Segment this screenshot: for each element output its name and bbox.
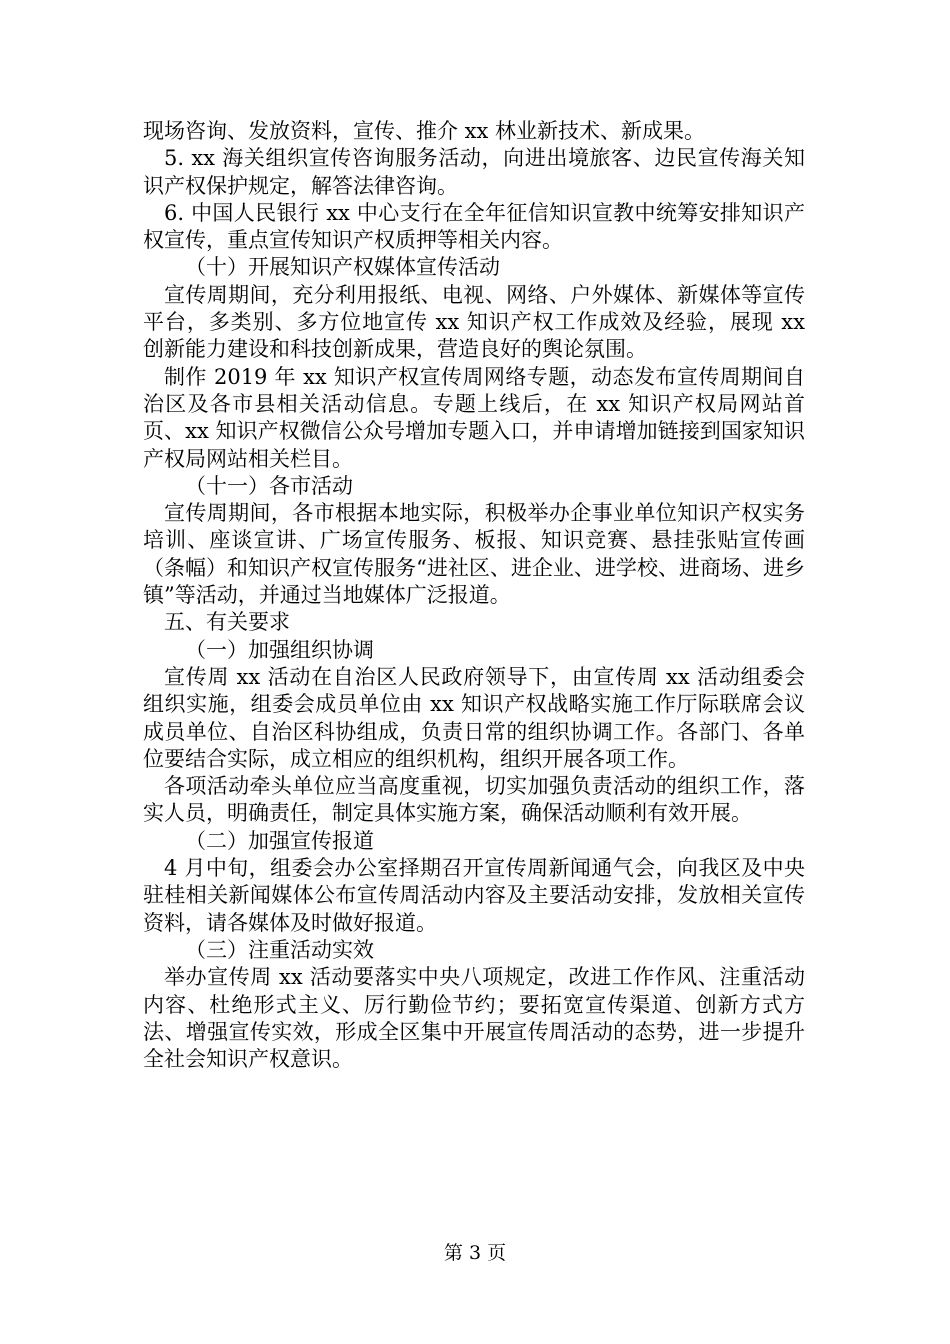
paragraph: 各项活动牵头单位应当高度重视，切实加强负责活动的组织工作，落实人员，明确责任，制定具体实施方案，确保活动顺利有效开展。 bbox=[143, 774, 805, 826]
section-heading: （一）加强组织协调 bbox=[185, 637, 374, 662]
paragraph: 现场咨询、发放资料，宣传、推介 xx 林业新技术、新成果。 bbox=[143, 119, 706, 143]
section-heading: （三）注重活动实效 bbox=[185, 937, 374, 962]
paragraph: 6. 中国人民银行 xx 中心支行在全年征信知识宣教中统筹安排知识产权宣传，重点宣传知识产权质押等相关内容。 bbox=[143, 200, 805, 253]
paragraph: 宣传周期间，充分利用报纸、电视、网络、户外媒体、新媒体等宣传平台，多类别、多方位地宣传 xx 知识产权工作成效及经验，展现 xx 创新能力建设和科技创新成果，营造良好的舆论氛围。 bbox=[143, 282, 805, 362]
section-heading: （二）加强宣传报道 bbox=[185, 828, 374, 853]
section-heading: （十）开展知识产权媒体宣传活动 bbox=[185, 255, 500, 280]
section-heading: （十一）各市活动 bbox=[185, 473, 353, 498]
paragraph: 宣传周 xx 活动在自治区人民政府领导下，由宣传周 xx 活动组委会组织实施，组委会成员单位由 xx 知识产权战略实施工作厅际联席会议成员单位、自治区科协组成，负责日常的组织协调工作。各部门、各单位要结合实际，成立相应的组织机构，组织开展各项工作。 bbox=[143, 664, 805, 771]
paragraph: 举办宣传周 xx 活动要落实中央八项规定，改进工作作风、注重活动内容、杜绝形式主义、厉行勤俭节约；要拓宽宣传渠道、创新方式方法、增强宣传实效，形成全区集中开展宣传周活动的态势，进一步提升全社会知识产权意识。 bbox=[143, 965, 805, 1072]
paragraph: 4 月中旬，组委会办公室择期召开宣传周新闻通气会，向我区及中央驻桂相关新闻媒体公布宣传周活动内容及主要活动安排，发放相关宣传资料，请各媒体及时做好报道。 bbox=[143, 856, 805, 935]
paragraph: 制作 2019 年 xx 知识产权宣传周网络专题，动态发布宣传周期间自治区及各市县相关活动信息。专题上线后，在 xx 知识产权局网站首页、xx 知识产权微信公众号增加专题入口，并申请增加链接到国家知识产权局网站相关栏目。 bbox=[143, 364, 805, 471]
paragraph: 5. xx 海关组织宣传咨询服务活动，向进出境旅客、边民宣传海关知识产权保护规定，解答法律咨询。 bbox=[143, 146, 805, 198]
page-number: 第 3 页 bbox=[443, 1242, 507, 1264]
chapter-heading: 五、有关要求 bbox=[164, 610, 290, 635]
paragraph: 宣传周期间，各市根据本地实际，积极举办企事业单位知识产权实务培训、座谈宣讲、广场宣传服务、板报、知识竞赛、悬挂张贴宣传画（条幅）和知识产权宣传服务“进社区、进企业、进学校、进商场、进乡镇”等活动，并通过当地媒体广泛报道。 bbox=[143, 501, 805, 608]
document-body bbox=[143, 118, 805, 1073]
